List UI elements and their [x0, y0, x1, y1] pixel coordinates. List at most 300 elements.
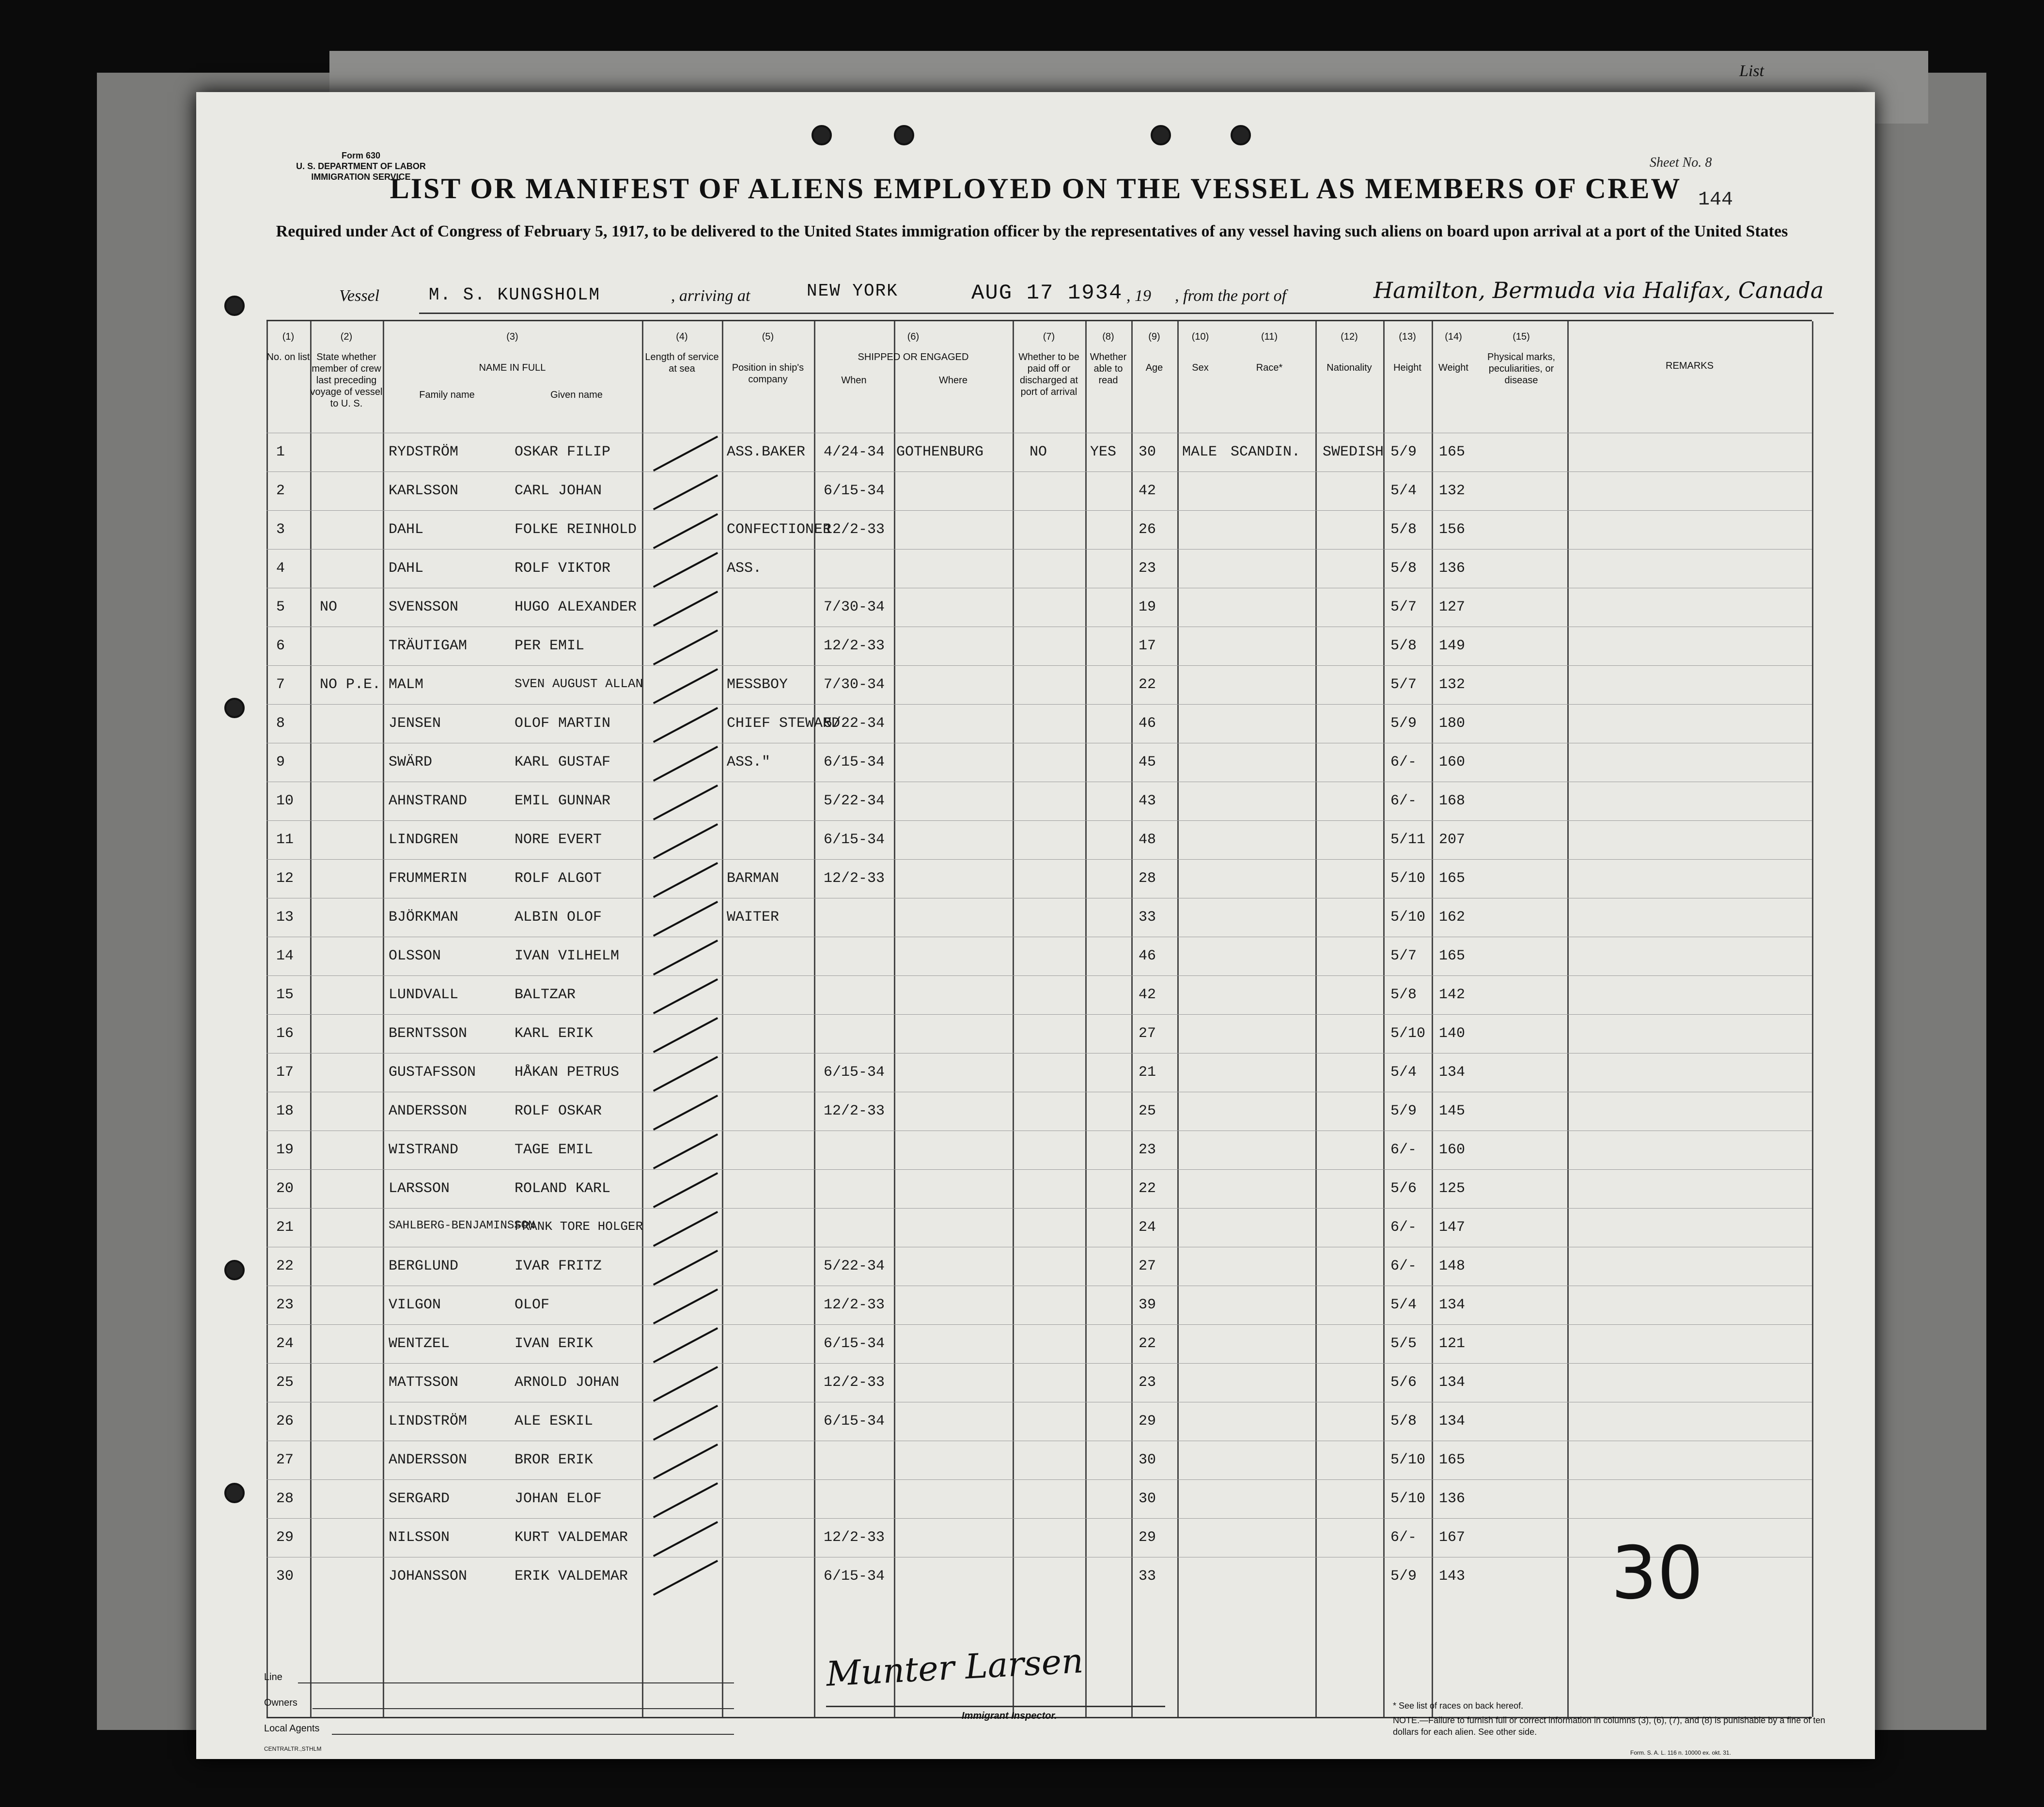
- cell-weight: 165: [1439, 948, 1466, 964]
- table-row: [266, 1208, 1812, 1247]
- cell-family-name: JOHANSSON: [389, 1568, 468, 1585]
- cell-height: 6/-: [1390, 1529, 1417, 1546]
- cell-height: 5/6: [1390, 1374, 1417, 1391]
- cell-shipped-when: 7/30-34: [824, 599, 885, 615]
- punch-hole: [894, 125, 914, 145]
- cell-row-number: 24: [276, 1336, 294, 1352]
- cell-position: WAITER: [727, 909, 780, 926]
- cell-family-name: BERNTSSON: [389, 1025, 468, 1042]
- cell-given-name: HUGO ALEXANDER: [515, 599, 637, 615]
- cell-row-number: 6: [276, 638, 285, 654]
- cell-able-to-read: YES: [1090, 444, 1117, 460]
- cell-age: 42: [1139, 987, 1156, 1003]
- cell-height: 5/4: [1390, 1064, 1417, 1081]
- cell-weight: 134: [1439, 1413, 1466, 1430]
- cell-weight: 132: [1439, 676, 1466, 693]
- cell-age: 43: [1139, 793, 1156, 809]
- cell-age: 48: [1139, 832, 1156, 848]
- punch-hole: [1231, 125, 1251, 145]
- table-row: [266, 471, 1812, 511]
- cell-family-name: DAHL: [389, 560, 424, 577]
- cell-family-name: SVENSSON: [389, 599, 459, 615]
- service-tick-mark: [653, 901, 718, 937]
- cell-family-name: LUNDVALL: [389, 987, 459, 1003]
- cell-family-name: ANDERSSON: [389, 1452, 468, 1468]
- cell-weight: 149: [1439, 638, 1466, 654]
- cell-position: ASS.BAKER: [727, 444, 806, 460]
- col-sex: Sex: [1192, 362, 1209, 373]
- cell-race: SCANDIN.: [1231, 444, 1301, 460]
- col11-number: (11): [1261, 331, 1278, 342]
- cell-given-name: SVEN AUGUST ALLAN: [515, 676, 643, 691]
- cell-row-number: 11: [276, 832, 294, 848]
- cell-given-name: ROLF ALGOT: [515, 870, 602, 887]
- agents-field: [264, 1723, 320, 1734]
- cell-given-name: PER EMIL: [515, 638, 585, 654]
- col7-number: (7): [1043, 331, 1055, 342]
- cell-family-name: VILGON: [389, 1297, 441, 1313]
- cell-height: 5/6: [1390, 1180, 1417, 1197]
- cell-family-name: TRÄUTIGAM: [389, 638, 468, 654]
- cell-weight: 136: [1439, 1491, 1466, 1507]
- cell-previous-voyage: NO P.E.: [320, 676, 381, 693]
- col-previous-voyage: State whether member of crew last preceding voyage of vessel to U. S.: [310, 352, 383, 409]
- cell-shipped-when: 6/15-34: [824, 1413, 885, 1430]
- cell-family-name: LINDSTRÖM: [389, 1413, 468, 1430]
- cell-height: 5/10: [1390, 870, 1426, 887]
- cell-weight: 136: [1439, 560, 1466, 577]
- service-tick-mark: [653, 591, 718, 627]
- cell-age: 46: [1139, 948, 1156, 964]
- cell-position: ASS.": [727, 754, 771, 770]
- cell-age: 25: [1139, 1103, 1156, 1119]
- col-physical-marks: Physical marks, peculiarities, or disease: [1487, 352, 1556, 386]
- cell-height: 5/8: [1390, 521, 1417, 538]
- cell-weight: 134: [1439, 1297, 1466, 1313]
- cell-family-name: WISTRAND: [389, 1142, 459, 1158]
- cell-row-number: 10: [276, 793, 294, 809]
- cell-family-name: OLSSON: [389, 948, 441, 964]
- cell-weight: 165: [1439, 1452, 1466, 1468]
- service-tick-mark: [653, 707, 718, 743]
- col4-number: (4): [676, 331, 688, 342]
- cell-row-number: 5: [276, 599, 285, 615]
- service-tick-mark: [653, 1133, 718, 1169]
- cell-age: 28: [1139, 870, 1156, 887]
- penalty-note: NOTE.—Failure to furnish full or correct information in columns (3), (6), (7), and (8) is punishable by a fine of ten dollars for each alien. See other side.: [1393, 1715, 1826, 1737]
- cell-row-number: 28: [276, 1491, 294, 1507]
- cell-age: 23: [1139, 1142, 1156, 1158]
- col6-number: (6): [907, 331, 920, 342]
- cell-weight: 165: [1439, 870, 1466, 887]
- voyage-underline: [419, 313, 1834, 314]
- cell-weight: 132: [1439, 483, 1466, 499]
- cell-position: MESSBOY: [727, 676, 788, 693]
- col8-number: (8): [1102, 331, 1114, 342]
- service-tick-mark: [653, 1017, 718, 1053]
- cell-given-name: ALBIN OLOF: [515, 909, 602, 926]
- cell-height: 6/-: [1390, 793, 1417, 809]
- sheet-value: 8: [1705, 155, 1712, 170]
- cell-given-name: HÅKAN PETRUS: [515, 1064, 620, 1081]
- col-shipped-or-engaged: SHIPPED OR ENGAGED: [858, 352, 969, 362]
- manifest-page: [196, 92, 1875, 1759]
- arriving-label: , arriving at: [671, 287, 750, 305]
- cell-age: 17: [1139, 638, 1156, 654]
- races-note: * See list of races on back hereof.: [1393, 1701, 1524, 1711]
- service-tick-mark: [653, 1250, 718, 1286]
- col-position: Position in ship's company: [732, 362, 804, 385]
- owners-field: [264, 1697, 297, 1709]
- cell-height: 5/9: [1390, 1103, 1417, 1119]
- year-label: , 19: [1126, 287, 1151, 305]
- page-subtitle: Required under Act of Congress of February 5, 1917, to be delivered to the United States immigration officer by the representatives of any vessel having such aliens on board upon arrival at a port of the United States: [276, 222, 1788, 240]
- service-tick-mark: [653, 1211, 718, 1247]
- table-row: [266, 1131, 1812, 1170]
- col-age: Age: [1145, 362, 1163, 373]
- cell-height: 6/-: [1390, 1219, 1417, 1236]
- cell-given-name: EMIL GUNNAR: [515, 793, 611, 809]
- service-tick-mark: [653, 513, 718, 549]
- cell-row-number: 26: [276, 1413, 294, 1430]
- service-name: IMMIGRATION SERVICE: [311, 172, 411, 182]
- line-field: [264, 1672, 282, 1683]
- cell-weight: 162: [1439, 909, 1466, 926]
- table-row: [266, 1014, 1812, 1053]
- cell-age: 29: [1139, 1413, 1156, 1430]
- service-tick-mark: [653, 1444, 718, 1479]
- cell-age: 30: [1139, 1491, 1156, 1507]
- cell-row-number: 30: [276, 1568, 294, 1585]
- col1-number: (1): [282, 331, 295, 342]
- cell-height: 5/5: [1390, 1336, 1417, 1352]
- cell-age: 42: [1139, 483, 1156, 499]
- cell-weight: 134: [1439, 1064, 1466, 1081]
- cell-age: 33: [1139, 1568, 1156, 1585]
- cell-family-name: ANDERSSON: [389, 1103, 468, 1119]
- cell-given-name: FRANK TORE HOLGER: [515, 1219, 643, 1234]
- cell-given-name: BROR ERIK: [515, 1452, 593, 1468]
- table-row: [266, 1363, 1812, 1402]
- cell-paid-off: NO: [1030, 444, 1047, 460]
- cell-position: CONFECTIONER: [727, 521, 832, 538]
- cell-shipped-when: 4/24-34: [824, 444, 885, 460]
- cell-shipped-when: 6/15-34: [824, 1336, 885, 1352]
- cell-weight: 134: [1439, 1374, 1466, 1391]
- cell-weight: 147: [1439, 1219, 1466, 1236]
- table-row: [266, 1518, 1812, 1557]
- cell-height: 5/10: [1390, 1491, 1426, 1507]
- cell-height: 5/7: [1390, 676, 1417, 693]
- cell-family-name: DAHL: [389, 521, 424, 538]
- punch-hole: [224, 698, 245, 718]
- cell-row-number: 25: [276, 1374, 294, 1391]
- col14-number: (14): [1445, 331, 1462, 342]
- cell-height: 5/9: [1390, 444, 1417, 460]
- service-tick-mark: [653, 1560, 718, 1596]
- cell-weight: 121: [1439, 1336, 1466, 1352]
- cell-height: 5/8: [1390, 987, 1417, 1003]
- col9-number: (9): [1148, 331, 1160, 342]
- cell-family-name: SERGARD: [389, 1491, 450, 1507]
- service-tick-mark: [653, 746, 718, 782]
- cell-row-number: 15: [276, 987, 294, 1003]
- cell-family-name: SAHLBERG-BENJAMINSSON: [389, 1219, 535, 1232]
- table-row: [266, 1441, 1812, 1480]
- cell-given-name: OLOF MARTIN: [515, 715, 611, 732]
- service-tick-mark: [653, 1056, 718, 1092]
- service-tick-mark: [653, 1095, 718, 1131]
- cell-age: 26: [1139, 521, 1156, 538]
- cell-family-name: MALM: [389, 676, 424, 693]
- cell-weight: 148: [1439, 1258, 1466, 1274]
- cell-nationality: SWEDISH: [1323, 444, 1384, 460]
- cell-shipped-when: 12/2-33: [824, 1103, 885, 1119]
- cell-height: 5/10: [1390, 909, 1426, 926]
- cell-shipped-when: 7/30-34: [824, 676, 885, 693]
- cell-given-name: IVAN VILHELM: [515, 948, 620, 964]
- cell-given-name: KURT VALDEMAR: [515, 1529, 628, 1546]
- owners-underline: [312, 1708, 734, 1709]
- cell-weight: 142: [1439, 987, 1466, 1003]
- cell-row-number: 21: [276, 1219, 294, 1236]
- cell-given-name: KARL GUSTAF: [515, 754, 611, 770]
- cell-family-name: KARLSSON: [389, 483, 459, 499]
- cell-family-name: SWÄRD: [389, 754, 433, 770]
- cell-weight: 180: [1439, 715, 1466, 732]
- table-row: [266, 975, 1812, 1015]
- cell-weight: 165: [1439, 444, 1466, 460]
- cell-row-number: 23: [276, 1297, 294, 1313]
- agents-underline: [332, 1734, 734, 1735]
- service-tick-mark: [653, 436, 718, 471]
- col-where: Where: [939, 375, 967, 386]
- cell-height: 5/7: [1390, 948, 1417, 964]
- service-tick-mark: [653, 940, 718, 975]
- owners-label: Owners: [264, 1697, 297, 1708]
- col-remarks: REMARKS: [1666, 361, 1714, 371]
- cell-row-number: 13: [276, 909, 294, 926]
- punch-hole: [811, 125, 832, 145]
- cell-given-name: ERIK VALDEMAR: [515, 1568, 628, 1585]
- service-tick-mark: [653, 1482, 718, 1518]
- cell-row-number: 29: [276, 1529, 294, 1546]
- cell-family-name: RYDSTRÖM: [389, 444, 459, 460]
- cell-shipped-when: 6/15-34: [824, 483, 885, 499]
- cell-family-name: FRUMMERIN: [389, 870, 468, 887]
- cell-shipped-when: 6/15-34: [824, 832, 885, 848]
- table-row: [266, 1479, 1812, 1519]
- cell-height: 6/-: [1390, 754, 1417, 770]
- from-port: Hamilton, Bermuda via Halifax, Canada: [1373, 277, 1824, 303]
- table-row: [266, 627, 1812, 666]
- table-row: [266, 782, 1812, 821]
- cell-height: 5/10: [1390, 1025, 1426, 1042]
- page-title: LIST OR MANIFEST OF ALIENS EMPLOYED ON THE VESSEL AS MEMBERS OF CREW: [390, 173, 1682, 204]
- col-name-in-full: NAME IN FULL: [479, 362, 546, 373]
- cell-age: 24: [1139, 1219, 1156, 1236]
- cell-given-name: KARL ERIK: [515, 1025, 593, 1042]
- cell-age: 27: [1139, 1258, 1156, 1274]
- cell-shipped-when: 5/22-34: [824, 1258, 885, 1274]
- crew-table: [266, 320, 1812, 1718]
- cell-shipped-when: 6/15-34: [824, 754, 885, 770]
- cell-height: 5/7: [1390, 599, 1417, 615]
- col12-number: (12): [1341, 331, 1358, 342]
- cell-shipped-when: 5/22-34: [824, 793, 885, 809]
- service-tick-mark: [653, 1172, 718, 1208]
- col-race: Race*: [1256, 362, 1283, 373]
- cell-age: 45: [1139, 754, 1156, 770]
- table-row: [266, 1402, 1812, 1441]
- cell-row-number: 8: [276, 715, 285, 732]
- service-tick-mark: [653, 1327, 718, 1363]
- col-height: Height: [1393, 362, 1421, 373]
- service-tick-mark: [653, 1288, 718, 1324]
- cell-shipped-when: 5/22-34: [824, 715, 885, 732]
- cell-given-name: JOHAN ELOF: [515, 1491, 602, 1507]
- cell-age: 21: [1139, 1064, 1156, 1081]
- cell-family-name: LINDGREN: [389, 832, 459, 848]
- table-row: [266, 1092, 1812, 1131]
- cell-row-number: 1: [276, 444, 285, 460]
- printer-name: CENTRALTR.,STHLM: [264, 1745, 322, 1752]
- department-name: U. S. DEPARTMENT OF LABOR: [296, 161, 426, 171]
- cell-position: CHIEF STEWARD: [727, 715, 841, 732]
- table-row: [266, 898, 1812, 937]
- cell-shipped-when: 12/2-33: [824, 1297, 885, 1313]
- cell-given-name: FOLKE REINHOLD: [515, 521, 637, 538]
- cell-given-name: BALTZAR: [515, 987, 576, 1003]
- cell-height: 5/8: [1390, 1413, 1417, 1430]
- cell-position: ASS.: [727, 560, 762, 577]
- cell-row-number: 22: [276, 1258, 294, 1274]
- table-row: [266, 1053, 1812, 1092]
- service-tick-mark: [653, 978, 718, 1014]
- col-nationality: Nationality: [1326, 362, 1372, 373]
- service-tick-mark: [653, 668, 718, 704]
- from-label: , from the port of: [1175, 287, 1287, 305]
- cell-family-name: BERGLUND: [389, 1258, 459, 1274]
- cell-previous-voyage: NO: [320, 599, 338, 615]
- cell-age: 22: [1139, 676, 1156, 693]
- service-tick-mark: [653, 823, 718, 859]
- col-weight: Weight: [1438, 362, 1468, 373]
- table-row: [266, 1247, 1812, 1286]
- table-row: [266, 1286, 1812, 1325]
- table-row: [266, 433, 1812, 472]
- cell-age: 22: [1139, 1180, 1156, 1197]
- cell-row-number: 2: [276, 483, 285, 499]
- punch-hole: [1151, 125, 1171, 145]
- cell-row-number: 14: [276, 948, 294, 964]
- voyage-line: [196, 277, 1875, 315]
- total-count: 30: [1611, 1531, 1703, 1616]
- cell-family-name: AHNSTRAND: [389, 793, 468, 809]
- col5-number: (5): [762, 331, 774, 342]
- cell-height: 5/4: [1390, 483, 1417, 499]
- cell-age: 29: [1139, 1529, 1156, 1546]
- table-row: [266, 665, 1812, 705]
- cell-row-number: 18: [276, 1103, 294, 1119]
- cell-given-name: IVAN ERIK: [515, 1336, 593, 1352]
- cell-row-number: 9: [276, 754, 285, 770]
- cell-given-name: TAGE EMIL: [515, 1142, 593, 1158]
- cell-height: 5/9: [1390, 715, 1417, 732]
- vessel-label: Vessel: [339, 287, 380, 305]
- sheet-label: Sheet No.: [1650, 155, 1702, 170]
- cell-weight: 143: [1439, 1568, 1466, 1585]
- table-row: [266, 820, 1812, 860]
- sheet-number: [1650, 155, 1712, 171]
- form-number: Form 630: [341, 151, 381, 160]
- service-tick-mark: [653, 552, 718, 588]
- cell-shipped-when: 12/2-33: [824, 521, 885, 538]
- cell-weight: 127: [1439, 599, 1466, 615]
- inspector-signature: Munter Larsen: [825, 1641, 1085, 1694]
- cell-height: 5/11: [1390, 832, 1426, 848]
- table-row: [266, 704, 1812, 743]
- service-tick-mark: [653, 862, 718, 898]
- cell-height: 6/-: [1390, 1142, 1417, 1158]
- cell-family-name: JENSEN: [389, 715, 441, 732]
- cell-height: 6/-: [1390, 1258, 1417, 1274]
- cell-given-name: NORE EVERT: [515, 832, 602, 848]
- col2-number: (2): [340, 331, 353, 342]
- cell-given-name: CARL JOHAN: [515, 483, 602, 499]
- cell-shipped-when: 12/2-33: [824, 1374, 885, 1391]
- cell-height: 5/4: [1390, 1297, 1417, 1313]
- col-when: When: [841, 375, 867, 386]
- line-label: Line: [264, 1672, 282, 1682]
- table-row: [266, 743, 1812, 782]
- cell-age: 39: [1139, 1297, 1156, 1313]
- inspector-label: Immigrant Inspector.: [962, 1711, 1057, 1721]
- service-tick-mark: [653, 785, 718, 820]
- cell-row-number: 4: [276, 560, 285, 577]
- arrival-port: NEW YORK: [807, 281, 898, 301]
- cell-weight: 156: [1439, 521, 1466, 538]
- cell-shipped-when: 12/2-33: [824, 870, 885, 887]
- cell-weight: 145: [1439, 1103, 1466, 1119]
- col-no-on-list: No. on list: [266, 352, 310, 362]
- cell-weight: 160: [1439, 754, 1466, 770]
- cell-row-number: 12: [276, 870, 294, 887]
- col-given-name: Given name: [550, 390, 603, 400]
- col10-number: (10): [1191, 331, 1209, 342]
- cell-given-name: OLOF: [515, 1297, 550, 1313]
- service-tick-mark: [653, 1366, 718, 1402]
- col-paid-off: Whether to be paid off or discharged at port of arrival: [1018, 352, 1079, 397]
- table-row: [266, 1557, 1812, 1596]
- cell-age: 33: [1139, 909, 1156, 926]
- cell-row-number: 20: [276, 1180, 294, 1197]
- cell-weight: 168: [1439, 793, 1466, 809]
- signature-line: [826, 1706, 1165, 1707]
- cell-weight: 207: [1439, 832, 1466, 848]
- arrival-date: AUG 17 1934: [971, 281, 1123, 305]
- cell-height: 5/8: [1390, 560, 1417, 577]
- col13-number: (13): [1399, 331, 1416, 342]
- table-row: [266, 859, 1812, 898]
- punch-hole: [224, 1483, 245, 1503]
- cell-given-name: ROLF VIKTOR: [515, 560, 611, 577]
- col-length-of-service: Length of service at sea: [645, 352, 719, 374]
- cell-weight: 167: [1439, 1529, 1466, 1546]
- cell-shipped-where: GOTHENBURG: [896, 444, 984, 460]
- cell-weight: 140: [1439, 1025, 1466, 1042]
- table-row: [266, 549, 1812, 588]
